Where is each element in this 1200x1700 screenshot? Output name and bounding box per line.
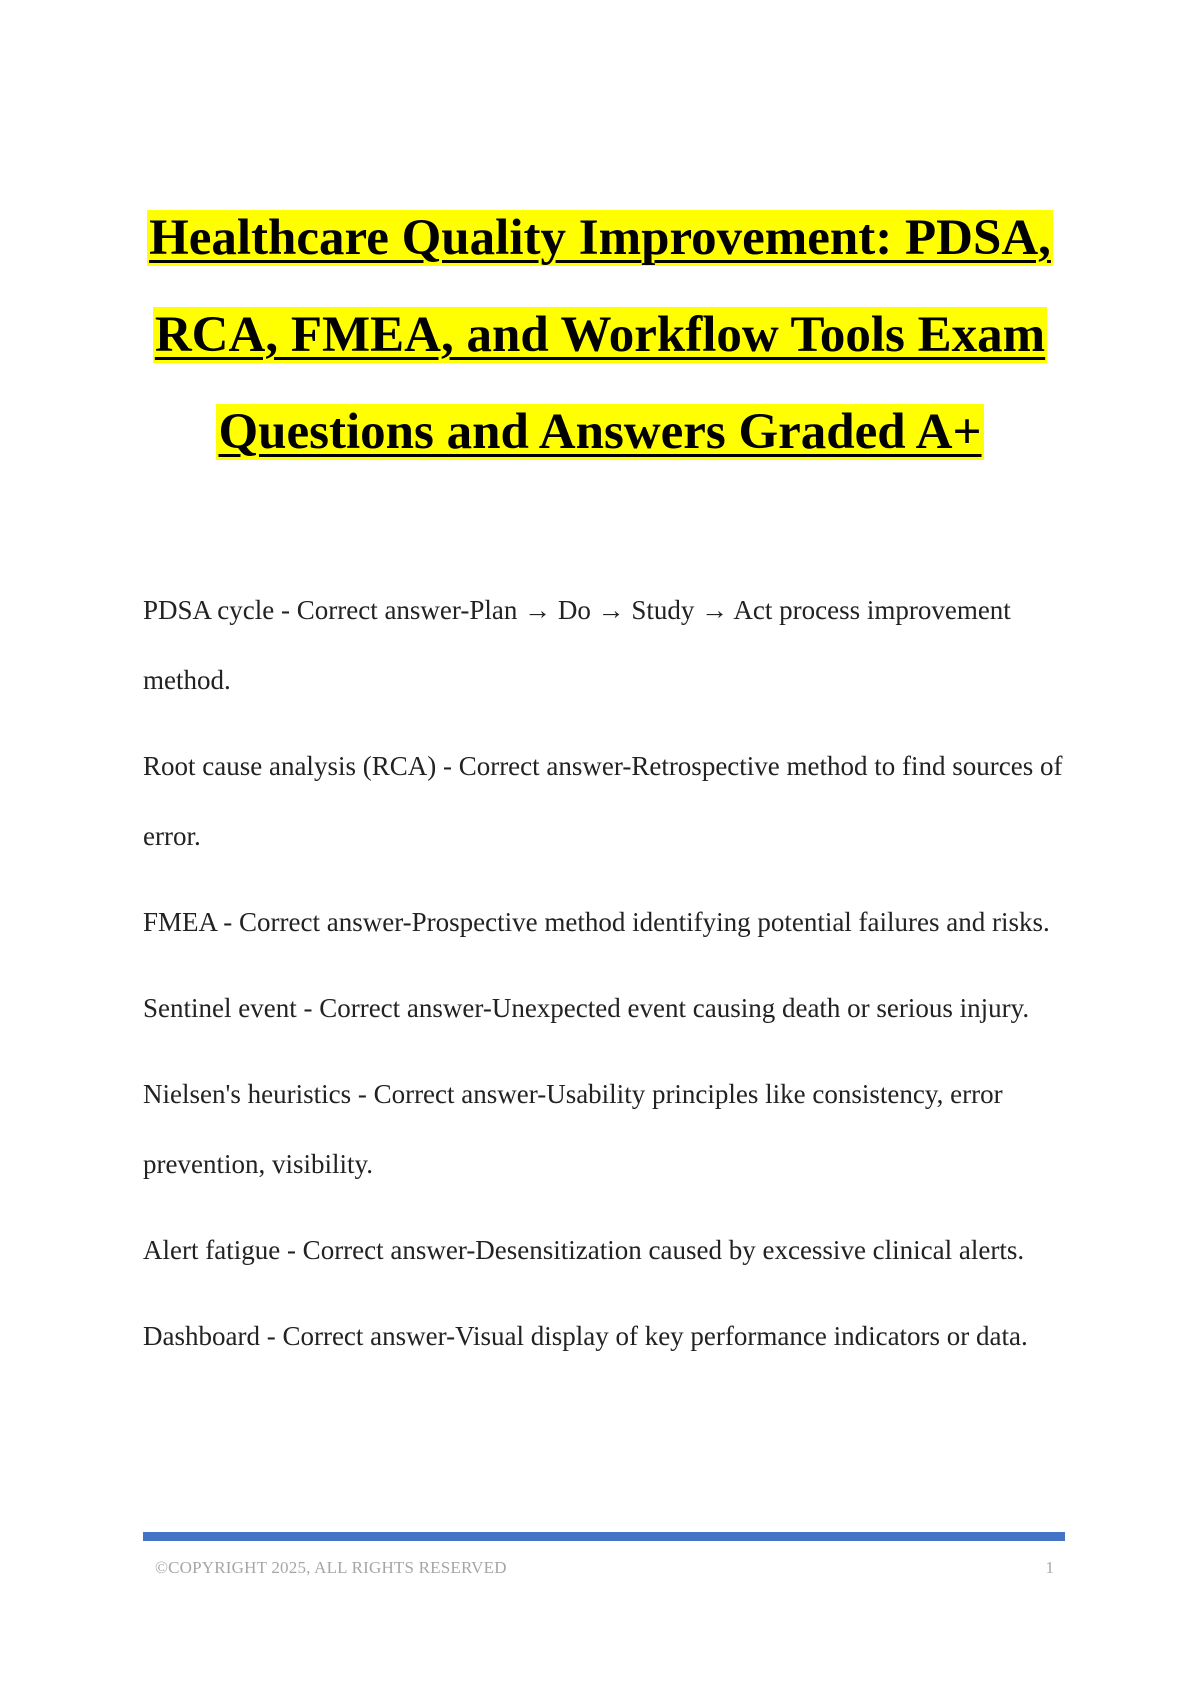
title-line-2-text: RCA, FMEA, and Workflow Tools Exam — [154, 307, 1046, 363]
qa-item-text: Root cause analysis (RCA) - Correct answer-Retrospective method to find sources of error. — [143, 751, 1063, 851]
footer-copyright: ©COPYRIGHT 2025, ALL RIGHTS RESERVED — [155, 1558, 507, 1577]
qa-item-dashboard — [143, 1301, 1078, 1371]
qa-list — [143, 575, 1078, 1387]
qa-item-fmea — [143, 887, 1078, 957]
qa-item-text: Dashboard - Correct answer-Visual display of key performance indicators or data. — [143, 1321, 1028, 1351]
page-number: 1 — [1045, 1558, 1054, 1577]
qa-item-text: PDSA cycle - Correct answer-Plan → Do → Study → Act process improvement method. — [143, 595, 1011, 695]
title-line-3 — [120, 384, 1080, 481]
title-line-2 — [120, 287, 1080, 384]
footer-divider — [143, 1532, 1065, 1541]
qa-item-nielsens-heuristics — [143, 1059, 1078, 1199]
title-line-1-text: Healthcare Quality Improvement: PDSA, — [149, 210, 1051, 266]
qa-item-sentinel-event — [143, 973, 1078, 1043]
qa-item-pdsa-cycle — [143, 575, 1078, 715]
qa-item-text: Nielsen's heuristics - Correct answer-Usability principles like consistency, error prevention, visibility. — [143, 1079, 1003, 1179]
qa-item-root-cause-analysis — [143, 731, 1078, 871]
title-line-3-text: Questions and Answers Graded A+ — [218, 404, 982, 460]
qa-item-text: FMEA - Correct answer-Prospective method identifying potential failures and risks. — [143, 907, 1050, 937]
qa-item-alert-fatigue — [143, 1215, 1078, 1285]
document-title — [120, 190, 1080, 481]
qa-item-text: Sentinel event - Correct answer-Unexpected event causing death or serious injury. — [143, 993, 1030, 1023]
qa-item-text: Alert fatigue - Correct answer-Desensitization caused by excessive clinical alerts. — [143, 1235, 1025, 1265]
title-line-1 — [120, 190, 1080, 287]
